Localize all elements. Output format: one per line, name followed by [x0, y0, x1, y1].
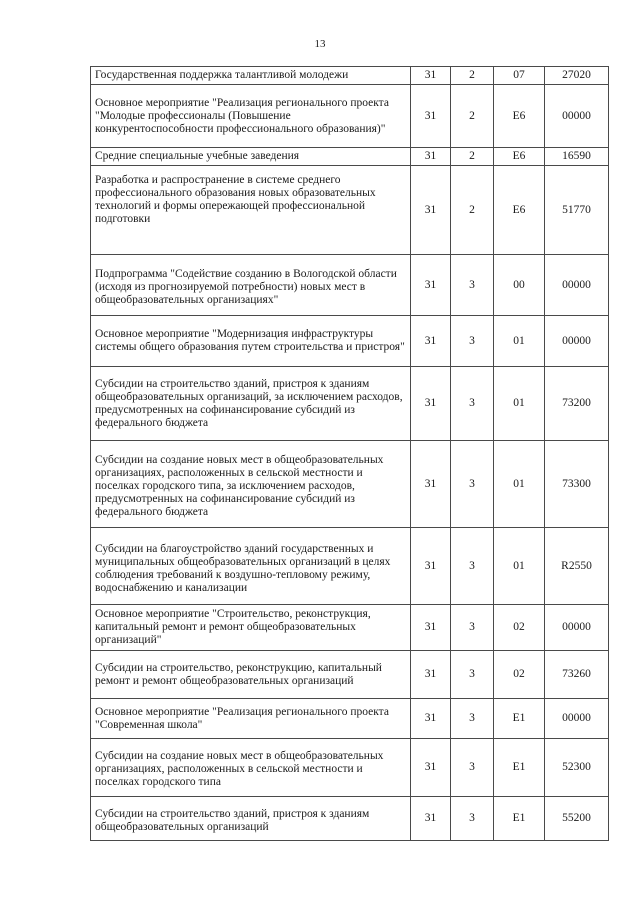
row-activity-code: Е1: [494, 739, 545, 797]
table-row: [91, 255, 609, 316]
row-activity-code: Е1: [494, 797, 545, 841]
row-direction-code: 55200: [545, 797, 609, 841]
row-direction-code: 52300: [545, 739, 609, 797]
row-subprogram-code: 3: [451, 605, 494, 651]
table-row: [91, 166, 609, 255]
budget-classification-table: [90, 66, 609, 841]
table-row: [91, 528, 609, 605]
row-program-code: 31: [411, 797, 451, 841]
row-subprogram-code: 2: [451, 166, 494, 255]
row-direction-code: 00000: [545, 605, 609, 651]
row-direction-code: 73260: [545, 651, 609, 699]
row-direction-code: 73300: [545, 441, 609, 528]
row-program-code: 31: [411, 148, 451, 166]
row-subprogram-code: 3: [451, 797, 494, 841]
row-subprogram-code: 3: [451, 651, 494, 699]
row-name: Основное мероприятие "Реализация регионального проекта "Молодые профессионалы (Повышение конкурентоспособности профессионального образования)": [91, 85, 411, 148]
row-program-code: 31: [411, 67, 451, 85]
row-activity-code: 07: [494, 67, 545, 85]
row-subprogram-code: 3: [451, 255, 494, 316]
row-direction-code: 00000: [545, 699, 609, 739]
row-name: Субсидии на благоустройство зданий государственных и муниципальных общеобразовательных организаций в целях соблюдения требований к воздушно-тепловому режиму, водоснабжению и канализации: [91, 528, 411, 605]
table-row: [91, 605, 609, 651]
row-activity-code: Е6: [494, 166, 545, 255]
row-direction-code: 00000: [545, 85, 609, 148]
row-activity-code: 02: [494, 605, 545, 651]
row-direction-code: R2550: [545, 528, 609, 605]
row-subprogram-code: 3: [451, 528, 494, 605]
row-program-code: 31: [411, 605, 451, 651]
row-activity-code: Е1: [494, 699, 545, 739]
row-program-code: 31: [411, 528, 451, 605]
table-row: [91, 367, 609, 441]
row-name: Государственная поддержка талантливой молодежи: [91, 67, 411, 85]
table-row: [91, 148, 609, 166]
row-program-code: 31: [411, 85, 451, 148]
row-program-code: 31: [411, 166, 451, 255]
table-row: [91, 797, 609, 841]
row-activity-code: Е6: [494, 85, 545, 148]
row-subprogram-code: 3: [451, 367, 494, 441]
page-number: 13: [314, 38, 326, 50]
row-activity-code: 01: [494, 316, 545, 367]
row-subprogram-code: 3: [451, 441, 494, 528]
row-name: Основное мероприятие "Модернизация инфраструктуры системы общего образования путем строительства и пристроя": [91, 316, 411, 367]
row-direction-code: 00000: [545, 316, 609, 367]
row-direction-code: 73200: [545, 367, 609, 441]
row-name: Разработка и распространение в системе среднего профессионального образования новых образовательных технологий и формы опережающей профессиональной подготовки: [91, 166, 411, 255]
row-name: Основное мероприятие "Реализация регионального проекта "Современная школа": [91, 699, 411, 739]
row-name: Субсидии на строительство зданий, пристроя к зданиям общеобразовательных организаций, за исключением расходов, предусмотренных на софинансирование субсидий из федерального бюджета: [91, 367, 411, 441]
row-direction-code: 27020: [545, 67, 609, 85]
table-row: [91, 85, 609, 148]
row-program-code: 31: [411, 739, 451, 797]
row-activity-code: 01: [494, 367, 545, 441]
table-row: [91, 651, 609, 699]
table-row: [91, 67, 609, 85]
row-subprogram-code: 2: [451, 67, 494, 85]
row-direction-code: 16590: [545, 148, 609, 166]
row-activity-code: 00: [494, 255, 545, 316]
row-direction-code: 51770: [545, 166, 609, 255]
row-name: Субсидии на строительство зданий, пристроя к зданиям общеобразовательных организаций: [91, 797, 411, 841]
row-subprogram-code: 3: [451, 316, 494, 367]
row-name: Субсидии на строительство, реконструкцию, капитальный ремонт и ремонт общеобразовательных организаций: [91, 651, 411, 699]
table-row: [91, 739, 609, 797]
row-activity-code: Е6: [494, 148, 545, 166]
row-name: Подпрограмма "Содействие созданию в Вологодской области (исходя из прогнозируемой потребности) новых мест в общеобразовательных организациях": [91, 255, 411, 316]
row-subprogram-code: 2: [451, 148, 494, 166]
row-name: Субсидии на создание новых мест в общеобразовательных организациях, расположенных в сельской местности и поселках городского типа, за исключением расходов, предусмотренных на софинансирование субсидий из федерального бюджета: [91, 441, 411, 528]
row-name: Средние специальные учебные заведения: [91, 148, 411, 166]
row-program-code: 31: [411, 255, 451, 316]
row-activity-code: 01: [494, 441, 545, 528]
row-subprogram-code: 3: [451, 739, 494, 797]
row-name: Основное мероприятие "Строительство, реконструкция, капитальный ремонт и ремонт общеобразовательных организаций": [91, 605, 411, 651]
row-activity-code: 02: [494, 651, 545, 699]
table-row: [91, 699, 609, 739]
row-subprogram-code: 3: [451, 699, 494, 739]
row-program-code: 31: [411, 651, 451, 699]
row-program-code: 31: [411, 441, 451, 528]
table-row: [91, 316, 609, 367]
table-row: [91, 441, 609, 528]
row-program-code: 31: [411, 699, 451, 739]
row-direction-code: 00000: [545, 255, 609, 316]
row-activity-code: 01: [494, 528, 545, 605]
row-program-code: 31: [411, 316, 451, 367]
row-name: Субсидии на создание новых мест в общеобразовательных организациях, расположенных в сельской местности и поселках городского типа: [91, 739, 411, 797]
row-subprogram-code: 2: [451, 85, 494, 148]
row-program-code: 31: [411, 367, 451, 441]
